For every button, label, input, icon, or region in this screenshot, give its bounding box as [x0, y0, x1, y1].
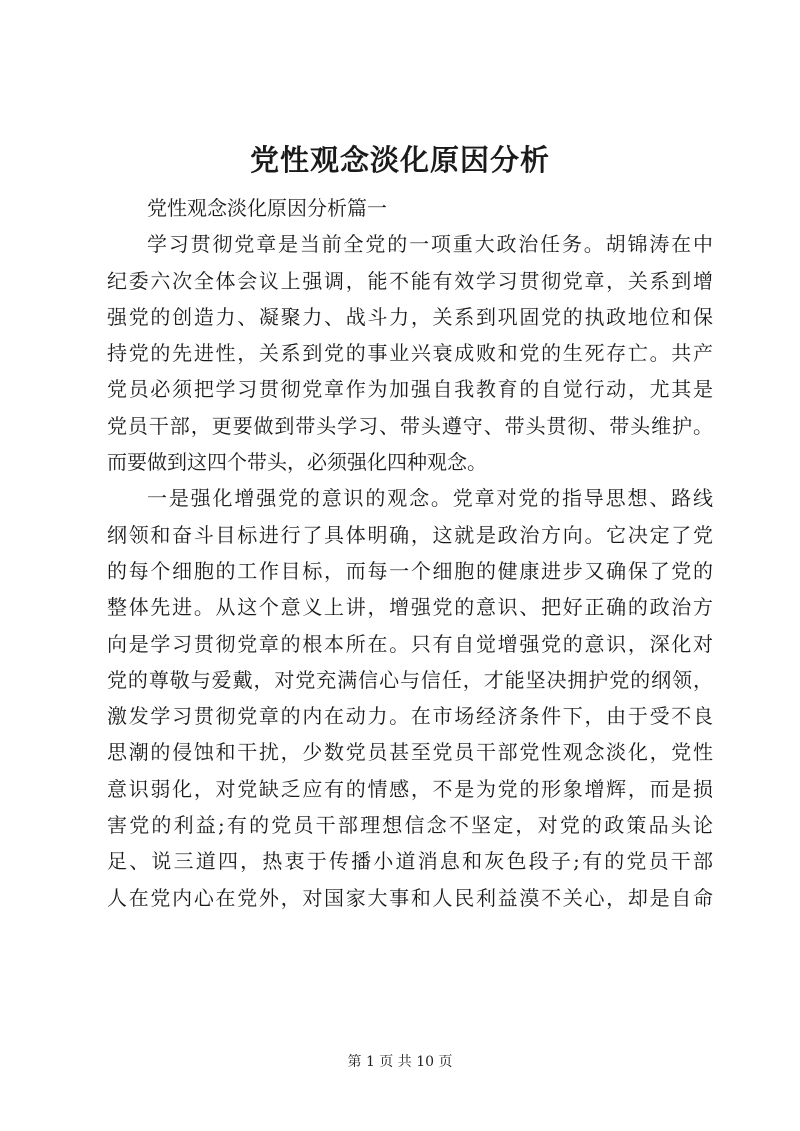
paragraph-line: 向是学习贯彻党章的根本所在。只有自觉增强党的意识，深化对: [107, 631, 713, 656]
paragraph-line: 意识弱化，对党缺乏应有的情感，不是为党的形象增辉，而是损: [107, 776, 713, 801]
paragraph-line: 足、说三道四，热衷于传播小道消息和灰色段子;有的党员干部: [107, 849, 713, 874]
paragraph-line: 纲领和奋斗目标进行了具体明确，这就是政治方向。它决定了党: [107, 522, 713, 547]
paragraph-line: 党员干部，更要做到带头学习、带头遵守、带头贯彻、带头维护。: [107, 413, 713, 438]
paragraph-line: 党的尊敬与爱戴，对党充满信心与信任，才能坚决拥护党的纲领，: [107, 667, 713, 692]
document-body: [107, 190, 713, 916]
page-number-footer: 第 1 页 共 10 页: [347, 1054, 453, 1070]
document-subtitle: 党性观念淡化原因分析篇一: [147, 196, 387, 220]
paragraph-line: 整体先进。从这个意义上讲，增强党的意识、把好正确的政治方: [107, 595, 713, 620]
paragraph-line: 一是强化增强党的意识的观念。党章对党的指导思想、路线: [147, 486, 713, 511]
paragraph-line: 强党的创造力、凝聚力、战斗力，关系到巩固党的执政地位和保: [107, 304, 713, 329]
document-title: 党性观念淡化原因分析: [249, 143, 550, 177]
paragraph-line: 而要做到这四个带头，必须强化四种观念。: [107, 450, 487, 475]
paragraph-line: 激发学习贯彻党章的内在动力。在市场经济条件下，由于受不良: [107, 704, 713, 729]
paragraph-line: 的每个细胞的工作目标，而每一个细胞的健康进步又确保了党的: [107, 558, 713, 583]
paragraph-line: 人在党内心在党外，对国家大事和人民利益漠不关心，却是自命: [107, 885, 713, 910]
paragraph-line: 害党的利益;有的党员干部理想信念不坚定，对党的政策品头论: [107, 813, 713, 838]
paragraph-line: 党员必须把学习贯彻党章作为加强自我教育的自觉行动，尤其是: [107, 377, 713, 402]
paragraph-line: 思潮的侵蚀和干扰，少数党员甚至党员干部党性观念淡化，党性: [107, 740, 713, 765]
paragraph-line: 学习贯彻党章是当前全党的一项重大政治任务。胡锦涛在中: [147, 232, 713, 257]
paragraph-line: 持党的先进性，关系到党的事业兴衰成败和党的生死存亡。共产: [107, 341, 713, 366]
paragraph-line: 纪委六次全体会议上强调，能不能有效学习贯彻党章，关系到增: [107, 268, 713, 293]
